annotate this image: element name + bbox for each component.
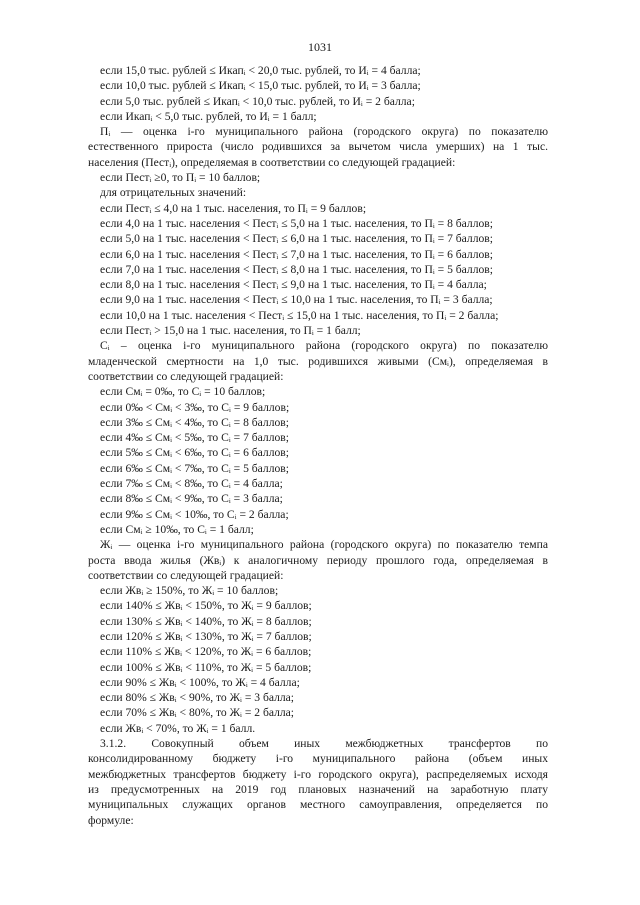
document-body xyxy=(88,63,548,828)
text-line: если 70% ≤ Жвᵢ < 80%, то Жᵢ = 2 балла; xyxy=(100,706,295,720)
text-line: если 5,0 на 1 тыс. населения < Пестᵢ ≤ 6,0 на 1 тыс. населения, то Пᵢ = 7 баллов; xyxy=(100,232,493,246)
text-line: если 0‰ < Смᵢ < 3‰, то Cᵢ = 9 баллов; xyxy=(100,400,290,414)
text-line: если 80% ≤ Жвᵢ < 90%, то Жᵢ = 3 балла; xyxy=(100,691,295,705)
text-line: если 90% ≤ Жвᵢ < 100%, то Жᵢ = 4 балла; xyxy=(100,675,300,689)
text-line: населения (Пестᵢ), определяемая в соответствии со следующей градацией: xyxy=(88,155,456,169)
text-line: если 5‰ ≤ Смᵢ < 6‰, то Cᵢ = 6 баллов; xyxy=(100,446,289,460)
text-line: если 8,0 на 1 тыс. населения < Пестᵢ ≤ 9,0 на 1 тыс. населения, то Пᵢ = 4 балла; xyxy=(100,278,487,292)
text-line: если 130% ≤ Жвᵢ < 140%, то Жᵢ = 8 баллов; xyxy=(100,614,312,628)
text-line: если Икапᵢ < 5,0 тыс. рублей, то Иᵢ = 1 балл; xyxy=(100,109,317,123)
text-line: если 6‰ ≤ Смᵢ < 7‰, то Cᵢ = 5 баллов; xyxy=(100,461,289,475)
text-line: консолидированному бюджету i-го муниципального района (объем иных xyxy=(88,752,548,766)
text-line: если 140% ≤ Жвᵢ < 150%, то Жᵢ = 9 баллов; xyxy=(100,599,312,613)
text-line: если 7,0 на 1 тыс. населения < Пестᵢ ≤ 8,0 на 1 тыс. населения, то Пᵢ = 5 баллов; xyxy=(100,262,493,276)
text-line: формуле: xyxy=(88,813,134,827)
text-line: если Смᵢ = 0‰, то Cᵢ = 10 баллов; xyxy=(100,385,266,399)
text-line: если 10,0 на 1 тыс. населения < Пестᵢ ≤ 15,0 на 1 тыс. населения, то Пᵢ = 2 балла; xyxy=(100,308,499,322)
text-line: младенческой смертности на 1,0 тыс. родившихся живыми (Смᵢ), определяемая в xyxy=(88,354,548,368)
text-line: соответствии со следующей градацией: xyxy=(88,369,284,383)
text-line: Пᵢ — оценка i-го муниципального района (городского округа) по показателю xyxy=(100,125,548,139)
text-line: если Жвᵢ ≥ 150%, то Жᵢ = 10 баллов; xyxy=(100,584,279,598)
text-line: 3.1.2. Совокупный объем иных межбюджетных трансфертов по xyxy=(100,737,548,751)
text-line: если 110% ≤ Жвᵢ < 120%, то Жᵢ = 6 баллов; xyxy=(100,645,312,659)
text-line: если Жвᵢ < 70%, то Жᵢ = 1 балл. xyxy=(100,721,256,735)
text-line: если 6,0 на 1 тыс. населения < Пестᵢ ≤ 7,0 на 1 тыс. населения, то Пᵢ = 6 баллов; xyxy=(100,247,493,261)
text-line: если 4,0 на 1 тыс. населения < Пестᵢ ≤ 5,0 на 1 тыс. населения, то Пᵢ = 8 баллов; xyxy=(100,216,493,230)
page-number: 1031 xyxy=(308,40,332,54)
text-line: муниципальных служащих органов местного самоуправления, определяется по xyxy=(88,798,548,812)
text-line: если 9,0 на 1 тыс. населения < Пестᵢ ≤ 10,0 на 1 тыс. населения, то Пᵢ = 3 балла; xyxy=(100,293,493,307)
text-line: если Пестᵢ ≤ 4,0 на 1 тыс. населения, то Пᵢ = 9 баллов; xyxy=(100,201,367,215)
text-line: соответствии со следующей градацией: xyxy=(88,568,284,582)
text-line: из предусмотренных на 2019 год плановых назначений на заработную плату xyxy=(88,782,548,796)
text-line: если 4‰ ≤ Смᵢ < 5‰, то Cᵢ = 7 баллов; xyxy=(100,431,289,445)
text-line: если 100% ≤ Жвᵢ < 110%, то Жᵢ = 5 баллов; xyxy=(100,660,312,674)
text-line: если Пестᵢ ≥0, то Пᵢ = 10 баллов; xyxy=(100,171,261,185)
text-line: для отрицательных значений: xyxy=(100,186,247,200)
text-line: Жᵢ — оценка i-го муниципального района (городского округа) по показателю темпа xyxy=(100,538,548,552)
text-line: роста ввода жилья (Жвᵢ) к аналогичному периоду прошлого года, определяемая в xyxy=(88,553,548,567)
text-line: если 7‰ ≤ Смᵢ < 8‰, то Cᵢ = 4 балла; xyxy=(100,477,283,491)
text-line: если 15,0 тыс. рублей ≤ Икапᵢ < 20,0 тыс. рублей, то Иᵢ = 4 балла; xyxy=(100,64,421,77)
text-line: естественного прироста (число родившихся за вычетом числа умерших) на 1 тыс. xyxy=(88,140,548,154)
text-line: если Пестᵢ > 15,0 на 1 тыс. населения, то Пᵢ = 1 балл; xyxy=(100,324,361,338)
text-line: если Смᵢ ≥ 10‰, то Cᵢ = 1 балл; xyxy=(100,522,254,536)
text-line: если 5,0 тыс. рублей ≤ Икапᵢ < 10,0 тыс. рублей, то Иᵢ = 2 балла; xyxy=(100,94,415,108)
text-line: если 3‰ ≤ Смᵢ < 4‰, то Cᵢ = 8 баллов; xyxy=(100,415,289,429)
text-line: если 10,0 тыс. рублей ≤ Икапᵢ < 15,0 тыс. рублей, то Иᵢ = 3 балла; xyxy=(100,79,421,93)
text-line: межбюджетных трансфертов бюджету i-го городского округа), распределяемых исходя xyxy=(88,767,548,781)
text-line: если 120% ≤ Жвᵢ < 130%, то Жᵢ = 7 баллов; xyxy=(100,629,312,643)
text-line: если 9‰ ≤ Смᵢ < 10‰, то Cᵢ = 2 балла; xyxy=(100,507,289,521)
text-line: Cᵢ – оценка i-го муниципального района (городского округа) по показателю xyxy=(100,339,548,353)
text-line: если 8‰ ≤ Смᵢ < 9‰, то Cᵢ = 3 балла; xyxy=(100,492,283,506)
